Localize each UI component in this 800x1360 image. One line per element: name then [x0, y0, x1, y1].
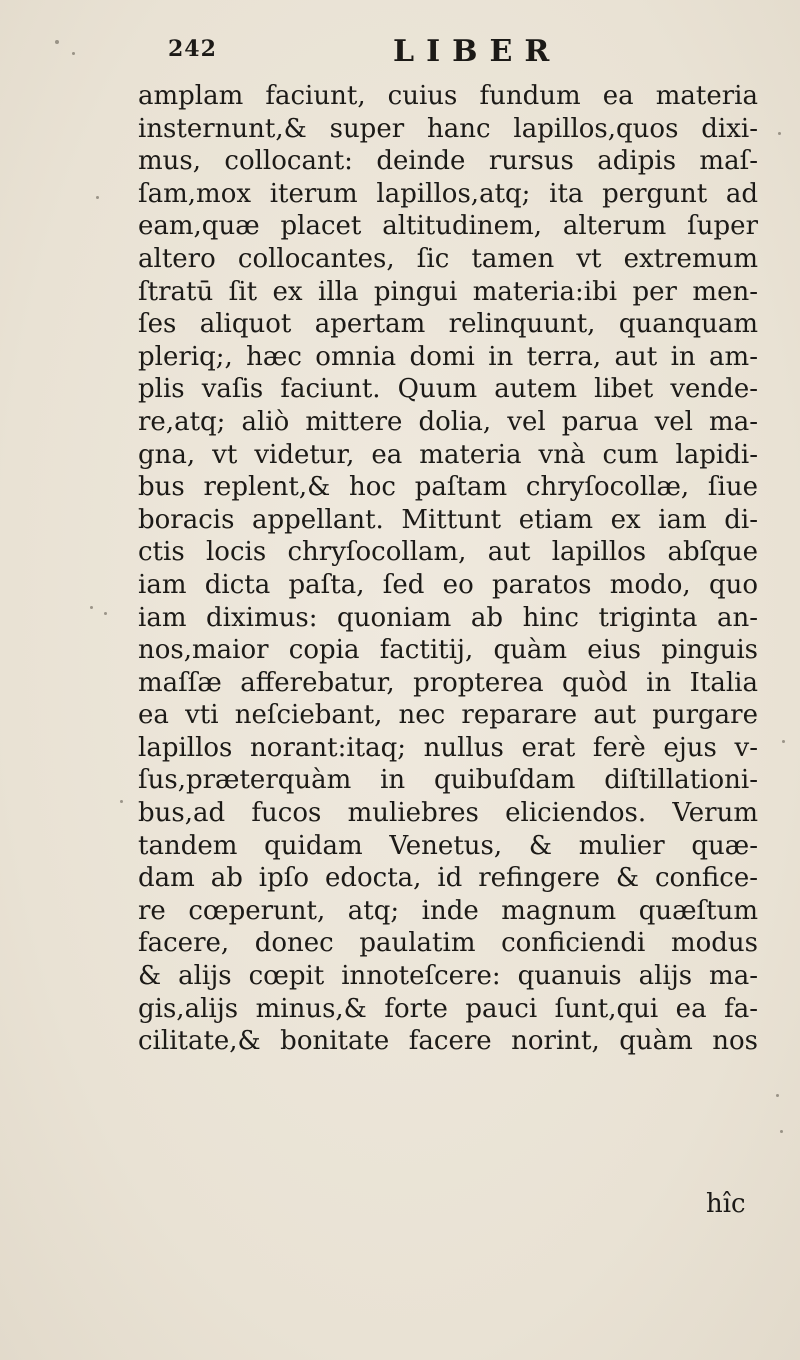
text-line: facere, donec paulatim conficiendi modus: [138, 928, 758, 959]
text-line: gna, vt videtur, ea materia vnà cum lapidi-: [138, 439, 758, 470]
text-line: ſtratū ſit ex illa pingui materia:ibi per men-: [138, 276, 758, 307]
text-line: dam ab ipſo edocta, id refingere & confice-: [138, 863, 758, 894]
paper-speck: [96, 196, 99, 199]
text-line: bus replent,& hoc paſtam chryſocollæ, ſiue: [138, 472, 758, 503]
text-line: & alijs cœpit innoteſcere: quanuis alijs ma-: [138, 961, 758, 992]
running-head: LIBER: [393, 34, 562, 69]
text-line: altero collocantes, ſic tamen vt extremum: [138, 243, 758, 274]
paper-speck: [120, 800, 123, 803]
paper-speck: [776, 1094, 779, 1097]
body-text: [138, 80, 758, 1058]
text-line: bus,ad fucos muliebres eliciendos. Verum: [138, 798, 758, 829]
text-line: cilitate,& bonitate facere norint, quàm nos: [138, 1026, 758, 1057]
text-line: pleriq;, hæc omnia domi in terra, aut in am-: [138, 341, 758, 372]
text-line: insternunt,& super hanc lapillos,quos dixi-: [138, 113, 758, 144]
paper-speck: [104, 612, 107, 615]
paper-speck: [90, 606, 93, 609]
text-line: boracis appellant. Mittunt etiam ex iam di-: [138, 504, 758, 535]
text-line: gis,alijs minus,& forte pauci ſunt,qui ea fa-: [138, 993, 758, 1024]
text-line: mus, collocant: deinde rursus adipis maſ-: [138, 146, 758, 177]
paper-speck: [55, 40, 59, 44]
paper-speck: [72, 52, 75, 55]
text-line: lapillos norant:itaq; nullus erat ferè ejus v-: [138, 732, 758, 763]
text-line: iam dicta paſta, ſed eo paratos modo, quo: [138, 569, 758, 600]
text-line: iam diximus: quoniam ab hinc triginta an-: [138, 602, 758, 633]
text-line: maſſæ afferebatur, propterea quòd in Italia: [138, 667, 758, 698]
paper-speck: [778, 132, 781, 135]
text-line: ſam,mox iterum lapillos,atq; ita pergunt ad: [138, 178, 758, 209]
paper-speck: [782, 740, 785, 743]
paper-speck: [780, 1130, 783, 1133]
text-line: re,atq; aliò mittere dolia, vel parua vel ma-: [138, 406, 758, 437]
text-line: ſes aliquot apertam relinquunt, quanquam: [138, 309, 758, 340]
text-line: nos,maior copia factitij, quàm eius pinguis: [138, 635, 758, 666]
text-line: ſus,præterquàm in quibuſdam diſtillationi-: [138, 765, 758, 796]
text-line: eam,quæ placet altitudinem, alterum ſuper: [138, 211, 758, 242]
catchword: hîc: [706, 1189, 746, 1219]
text-line: ea vti neſciebant, nec reparare aut purgare: [138, 700, 758, 731]
text-line: tandem quidam Venetus, & mulier quæ-: [138, 830, 758, 861]
text-line: ctis locis chryſocollam, aut lapillos abſque: [138, 537, 758, 568]
text-line: amplam faciunt, cuius fundum ea materia: [138, 81, 758, 111]
text-line: plis vaſis faciunt. Quum autem libet vende-: [138, 374, 758, 405]
page-header: [168, 36, 628, 76]
page-number: 242: [168, 36, 217, 62]
text-line: re cœperunt, atq; inde magnum quæſtum: [138, 895, 758, 926]
